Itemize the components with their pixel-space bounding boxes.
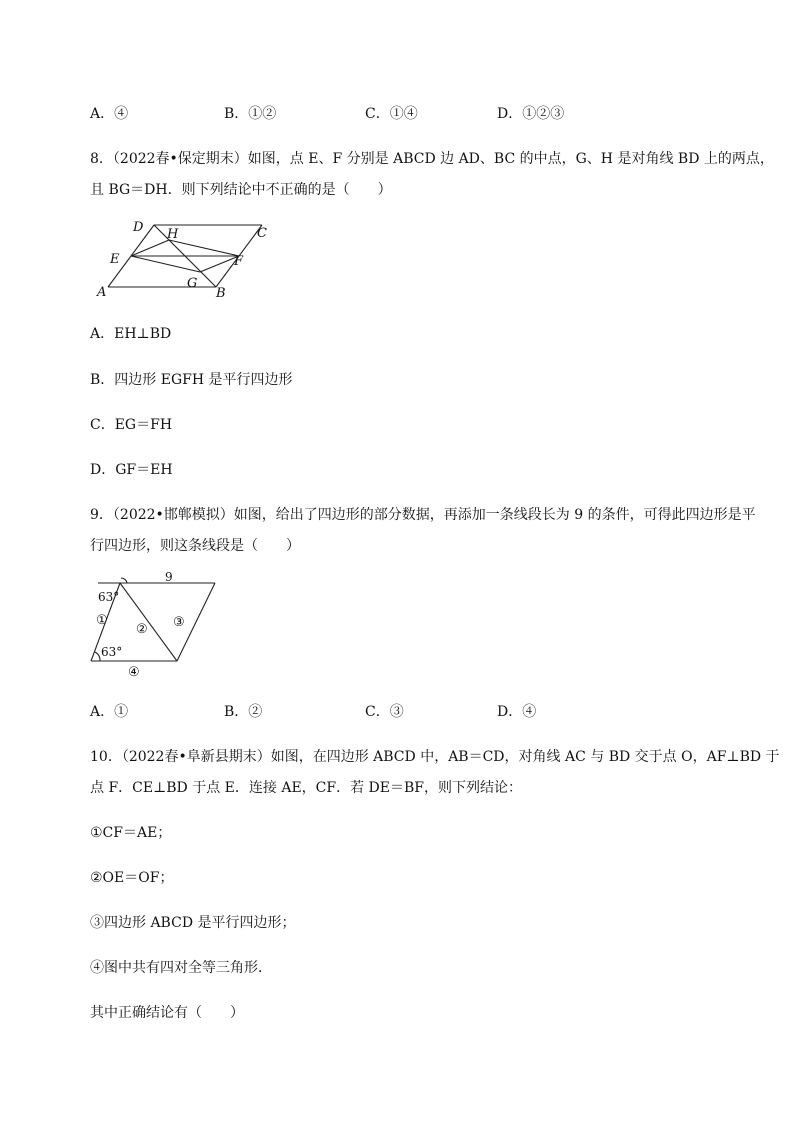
q9-segment-2: ②: [136, 622, 148, 637]
q8-label-e: E: [110, 252, 120, 267]
q8-label-f: F: [234, 254, 244, 269]
q8-label-h: H: [167, 227, 179, 242]
q9-stem-line1: 9．（2022•邯郸模拟）如图，给出了四边形的部分数据，再添加一条线段长为 9 的条件，可得此四边形是平: [90, 507, 756, 523]
q8-option-b: B．四边形 EGFH 是平行四边形: [90, 372, 293, 388]
q9-angle-bottom: 63°: [101, 645, 123, 659]
q10-stem-line1: 10．（2022春•阜新县期末）如图，在四边形 ABCD 中，AB＝CD，对角线 AC 与 BD 交于点 O，AF⊥BD 于: [90, 749, 780, 765]
q8-label-c: C: [257, 226, 267, 241]
q7-option-b: B．①②: [224, 106, 277, 122]
q8-label-d: D: [133, 220, 144, 235]
q8-label-a: A: [97, 285, 107, 300]
q9-segment-3: ③: [173, 615, 185, 630]
q8-parallelogram-figure: [88, 215, 278, 305]
q9-quadrilateral-figure: [88, 568, 223, 680]
q7-option-a: A．④: [90, 106, 129, 122]
q7-option-d: D．①②③: [497, 106, 565, 122]
q8-stem-line2: 且 BG＝DH．则下列结论中不正确的是（ ）: [90, 182, 392, 198]
q10-statement-3: ③四边形 ABCD 是平行四边形；: [90, 915, 296, 931]
q9-segment-4: ④: [128, 665, 140, 680]
q10-closing-prompt: 其中正确结论有（ ）: [90, 1005, 244, 1021]
q10-stem-line2: 点 F．CE⊥BD 于点 E．连接 AE，CF．若 DE＝BF，则下列结论：: [90, 780, 522, 796]
q10-statement-2: ②OE＝OF；: [90, 870, 174, 886]
q10-statement-1: ①CF＝AE；: [90, 825, 172, 841]
q10-statement-4: ④图中共有四对全等三角形．: [90, 960, 272, 976]
q9-segment-1: ①: [96, 613, 108, 628]
q8-stem-line1: 8．（2022春•保定期末）如图，点 E、F 分别是 ABCD 边 AD、BC 的中点，G、H 是对角线 BD 上的两点，: [90, 151, 774, 167]
q9-option-d: D．④: [497, 704, 537, 720]
q9-option-a: A．①: [90, 704, 129, 720]
q7-option-c: C．①④: [365, 106, 418, 122]
q9-stem-line2: 行四边形，则这条线段是（ ）: [90, 538, 300, 554]
q9-label-9: 9: [165, 570, 173, 584]
q9-option-b: B．②: [224, 704, 263, 720]
q8-option-a: A．EH⊥BD: [90, 326, 172, 342]
q8-option-d: D．GF＝EH: [90, 462, 173, 478]
q8-label-b: B: [216, 286, 226, 301]
q9-option-c: C．③: [365, 704, 404, 720]
q9-angle-top: 63°: [98, 590, 120, 604]
q8-label-g: G: [187, 276, 198, 291]
q8-option-c: C．EG＝FH: [90, 417, 173, 433]
